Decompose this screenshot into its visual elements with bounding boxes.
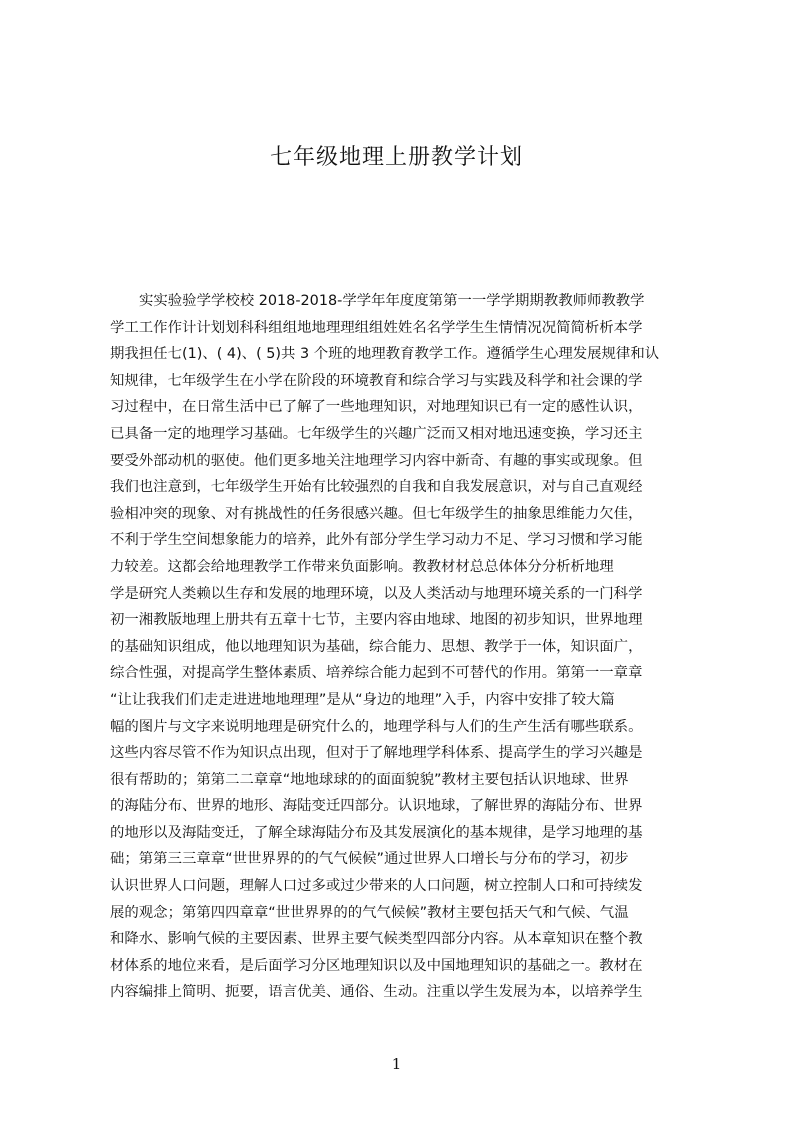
text-line: 的地形以及海陆变迁，了解全球海陆分布及其发展演化的基本规律，是学习地理的基 xyxy=(110,824,643,841)
text-line: 内容编排上简明、扼要，语言优美、通俗、生动。注重以学生发展为本，以培养学生 xyxy=(110,984,643,1001)
text-line: 我们也注意到，七年级学生开始有比较强烈的自我和自我发展意识，对与自己直观经 xyxy=(110,479,643,496)
text-line: 学是研究人类赖以生存和发展的地理环境，以及人类活动与地理环境关系的一门科学 xyxy=(110,585,643,602)
text-line: 很有帮助的；第第二二章章“地地球球的的面面貌貌”教材主要包括认识地球、世界 xyxy=(110,771,629,788)
text-line: 认识世界人口问题，理解人口过多或过少带来的人口问题，树立控制人口和可持续发 xyxy=(110,878,643,895)
body-text xyxy=(110,288,700,1006)
page-number: 1 xyxy=(391,1055,402,1073)
text-line: 要受外部动机的驱使。他们更多地关注地理学习内容中新奇、有趣的事实或现象。但 xyxy=(110,452,643,469)
text-line: 材体系的地位来看，是后面学习分区地理知识以及中国地理知识的基础之一。教材在 xyxy=(110,957,643,974)
text-line: 这些内容尽管不作为知识点出现，但对于了解地理学科体系、提高学生的学习兴趣是 xyxy=(110,745,643,762)
text-line: 不利于学生空间想象能力的培养，此外有部分学生学习动力不足、学习习惯和学习能 xyxy=(110,532,643,549)
text-line: 验相冲突的现象、对有挑战性的任务很感兴趣。但七年级学生的抽象思维能力欠佳， xyxy=(110,505,643,522)
text-line: 知规律，七年级学生在小学在阶段的环境教育和综合学习与实践及科学和社会课的学 xyxy=(110,372,643,389)
text-line: 已具备一定的地理学习基础。七年级学生的兴趣广泛而又相对地迅速变换，学习还主 xyxy=(110,425,643,442)
text-line: 展的观念；第第四四章章“世世界界的的气气候候”教材主要包括天气和气候、气温 xyxy=(110,904,629,921)
text-line: 综合性强，对提高学生整体素质、培养综合能力起到不可替代的作用。第第一一章章 xyxy=(110,665,643,682)
text-line: 幅的图片与文字来说明地理是研究什么的，地理学科与人们的生产生活有哪些联系。 xyxy=(110,718,643,735)
text-line: 初一湘教版地理上册共有五章十七节，主要内容由地球、地图的初步知识，世界地理 xyxy=(110,612,643,629)
text-line: 的基础知识组成，他以地理知识为基础，综合能力、思想、教学于一体，知识面广， xyxy=(110,638,643,655)
text-line: 的海陆分布、世界的地形、海陆变迁四部分。认识地球，了解世界的海陆分布、世界 xyxy=(110,798,643,815)
text-line: 实实验验学学校校 2018-2018-学学年年度度第第一一学学期期教教师师教教学 xyxy=(139,293,645,309)
text-line: 期我担任七(1)、( 4)、( 5)共 3 个班的地理教育教学工作。遵循学生心理发展规律和认 xyxy=(110,346,660,363)
text-line: 力较差。这都会给地理教学工作带来负面影响。教教材材总总体体分分析析地理 xyxy=(110,558,614,575)
text-line: 础；第第三三章章“世世界界的的气气候候”通过世界人口增长与分布的学习，初步 xyxy=(110,851,629,868)
text-line: 习过程中，在日常生活中已了解了一些地理知识，对地理知识已有一定的感性认识， xyxy=(110,399,643,416)
text-line: “让让我我们们走走进进地地理理”是从“身边的地理”入手，内容中安排了较大篇 xyxy=(110,691,615,708)
document-title: 七年级地理上册教学计划 xyxy=(269,145,523,170)
text-line: 学工工作作计计划划科科组组地地理理组组姓姓名名学学生生情情况况简简析析本学 xyxy=(110,319,643,336)
text-line: 和降水、影响气候的主要因素、世界主要气候类型四部分内容。从本章知识在整个教 xyxy=(110,931,643,948)
